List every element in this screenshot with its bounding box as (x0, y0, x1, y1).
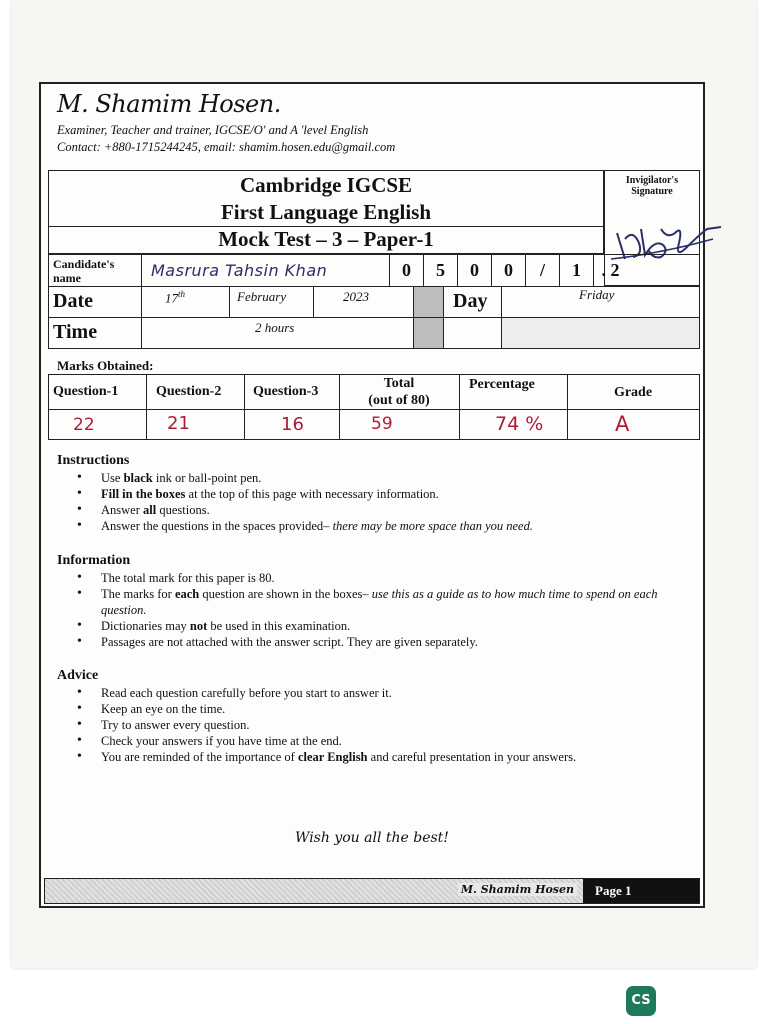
marks-q3-value: 16 (281, 414, 304, 435)
exam-subject: First Language English (220, 200, 432, 224)
list-item: • Fill in the boxes at the top of this page with necessary information. (77, 486, 687, 502)
time-value: 2 hours (255, 320, 295, 335)
day-label: Day (453, 290, 488, 312)
marks-q2-value: 21 (167, 413, 190, 434)
exam-board: Cambridge IGCSE (239, 173, 413, 197)
date-label: Date (53, 290, 93, 312)
date-row (48, 286, 700, 318)
candidate-number-digit: . 2 (593, 255, 627, 286)
list-item: • Passages are not attached with the answer script. They are given separately. (77, 634, 687, 650)
list-item: • Read each question carefully before you start to answer it. (77, 685, 687, 701)
marks-title: Marks Obtained: (57, 358, 154, 373)
marks-q1-value: 22 (73, 415, 95, 435)
list-item: • Dictionaries may not be used in this examination. (77, 618, 687, 634)
candidate-number-digit: / (525, 255, 559, 286)
list-item: • Keep an eye on the time. (77, 701, 687, 717)
scanned-page (12, 0, 756, 968)
list-item: • Check your answers if you have time at the end. (77, 733, 687, 749)
marks-header-row (48, 374, 700, 410)
candidate-number-digit: 1 (559, 255, 593, 286)
list-item: • Try to answer every question. (77, 717, 687, 733)
list-item: • Use black ink or ball-point pen. (77, 470, 687, 486)
date-day-number: 17th (165, 289, 186, 306)
exam-title-block (48, 170, 604, 254)
marks-value-row (48, 409, 700, 440)
time-row (48, 317, 700, 349)
day-value: Friday (579, 287, 615, 302)
marks-header-q2: Question-2 (156, 384, 222, 399)
candidate-number-digit: 0 (491, 255, 525, 286)
list-item: • Answer all questions. (77, 502, 687, 518)
footer-author: M. Shamim Hosen (458, 883, 577, 896)
instructions-list (77, 470, 687, 534)
marks-percentage-value: 74 % (495, 413, 544, 435)
candidate-number-digit: 0 (457, 255, 491, 286)
candidate-name: Masrura Tahsin Khan (151, 261, 328, 280)
list-item: • Answer the questions in the spaces provided– there may be more space than you need. (77, 518, 687, 534)
exam-paper: Mock Test – 3 – Paper-1 (218, 227, 434, 251)
candidate-number-digit: 5 (423, 255, 457, 286)
date-year: 2023 (343, 289, 369, 304)
exam-cover-frame (39, 82, 705, 908)
marks-header-q3: Question-3 (253, 384, 319, 399)
marks-header-q1: Question-1 (53, 384, 119, 399)
advice-list (77, 685, 687, 765)
author-header (57, 90, 687, 156)
marks-header-percentage: Percentage (469, 377, 535, 392)
candidate-label: Candidate's name (53, 257, 115, 285)
author-role: Examiner, Teacher and trainer, IGCSE/O' and A 'level English (57, 123, 369, 137)
candidate-row (48, 254, 700, 287)
marks-header-grade: Grade (613, 385, 653, 400)
marks-total-value: 59 (371, 414, 393, 434)
closing-message: Wish you all the best! (295, 830, 449, 846)
list-item: • You are reminded of the importance of clear English and careful presentation in your answers. (77, 749, 687, 765)
list-item: • The marks for each question are shown in the boxes– use this as a guide as to how much time to spend on each question. (77, 586, 687, 618)
page-footer (44, 878, 700, 904)
list-item: • The total mark for this paper is 80. (77, 570, 687, 586)
instructions-title: Instructions (57, 453, 130, 468)
invigilator-label: Invigilator's Signature (625, 175, 679, 197)
time-label: Time (53, 321, 98, 343)
camscanner-logo-icon: CS (626, 986, 656, 1016)
candidate-number-digit: 0 (389, 255, 423, 286)
marks-header-total: Total (out of 80) (368, 376, 430, 408)
information-list (77, 570, 687, 650)
date-month: February (237, 289, 287, 304)
author-contact: Contact: +880-1715244245, email: shamim.hosen.edu@gmail.com (57, 140, 396, 154)
advice-title: Advice (57, 668, 99, 683)
marks-grade-value: A (615, 412, 630, 436)
footer-page-number: Page 1 (583, 879, 699, 903)
information-title: Information (57, 553, 131, 568)
author-name: M. Shamim Hosen. (57, 90, 281, 118)
